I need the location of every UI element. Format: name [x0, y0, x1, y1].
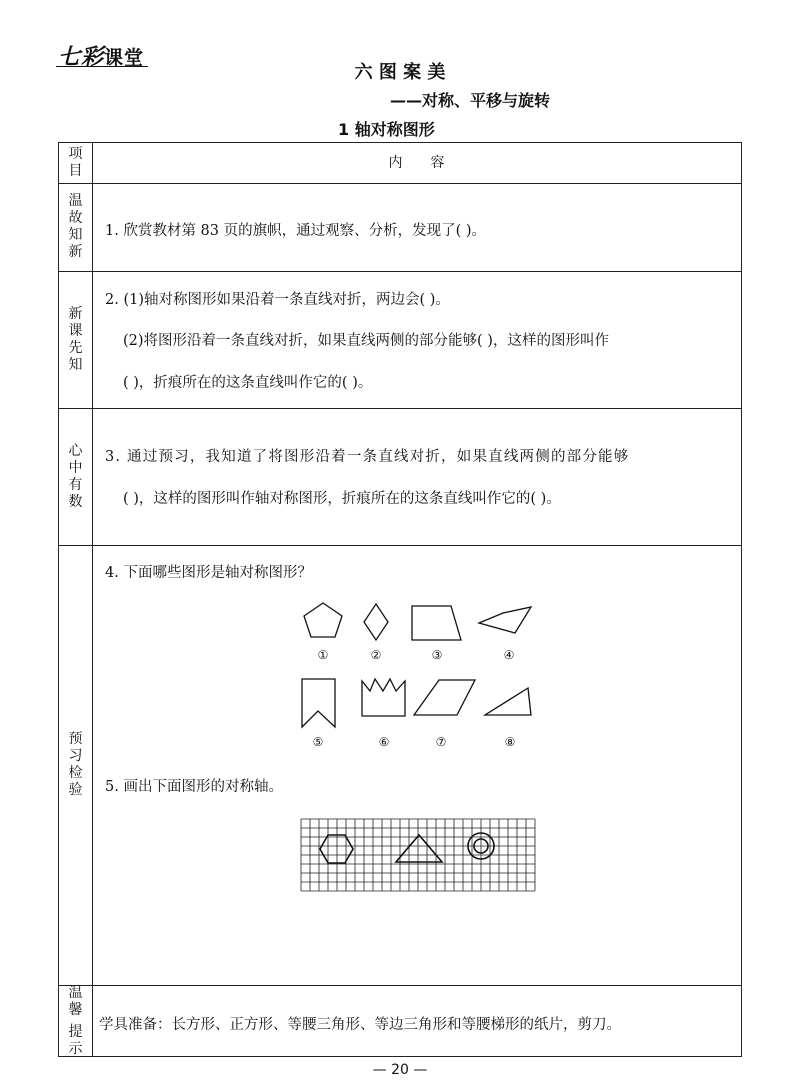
question-1: 1. 欣赏教材第 83 页的旗帜，通过观察、分析，发现了( )。: [105, 223, 487, 239]
kite-shape: [479, 607, 531, 633]
row-label-review: 温 故 知 新: [68, 193, 83, 260]
column-header-content: 内容: [388, 155, 473, 171]
question-5-grid: [300, 818, 536, 892]
tip-text: 学具准备：长方形、正方形、等腰三角形、等边三角形和等腰梯形的纸片，剪刀。: [99, 1017, 621, 1033]
question-4: 4. 下面哪些图形是轴对称图形？: [105, 565, 312, 581]
rhombus-shape: [364, 604, 388, 640]
crown-shape: [362, 679, 405, 716]
shape-number-7: ⑦: [435, 735, 447, 749]
parallelogram-shape: [414, 680, 475, 715]
row-label-mind: 心 中 有 数: [68, 442, 83, 510]
banner-shape: [302, 679, 335, 727]
trapezoid-shape: [412, 606, 461, 640]
worksheet-table: [58, 142, 742, 1057]
pentagon-shape: [304, 603, 342, 637]
shape-number-3: ③: [431, 648, 443, 662]
unit-subtitle: ——对称、平移与旋转: [390, 91, 551, 110]
row-label-new: 新 课 先 知: [68, 305, 83, 373]
row-label-tip: 温 馨 提 示: [68, 985, 83, 1057]
grid-lines: [301, 819, 535, 891]
shape-number-8: ⑧: [504, 735, 516, 749]
shape-number-5: ⑤: [312, 735, 324, 749]
shape-number-4: ④: [503, 648, 515, 662]
question-2-part-2: (2)将图形沿着一条直线对折，如果直线两侧的部分能够( )，这样的图形叫作: [123, 333, 609, 349]
column-header-item: 项 目: [68, 146, 83, 179]
shape-number-2: ②: [370, 648, 382, 662]
hexagon-shape: [320, 835, 353, 863]
row-label-check: 预 习 检 验: [68, 731, 83, 798]
lesson-title: 1 轴对称图形: [338, 120, 435, 139]
shape-number-1: ①: [317, 648, 329, 662]
question-2-part-1: 2. (1)轴对称图形如果沿着一条直线对折，两边会( )。: [105, 292, 450, 308]
question-3-part-1: 3. 通过预习，我知道了将图形沿着一条直线对折，如果直线两侧的部分能够: [105, 449, 630, 465]
shape-number-6: ⑥: [378, 735, 390, 749]
question-4-shapes: [59, 143, 743, 1058]
triangle-shape: [396, 835, 442, 862]
scalene-triangle-shape: [485, 688, 531, 715]
question-2-part-3: ( )，折痕所在的这条直线叫作它的( )。: [123, 375, 373, 391]
question-5: 5. 画出下面图形的对称轴。: [105, 779, 283, 795]
question-3-part-2: ( )，这样的图形叫作轴对称图形，折痕所在的这条直线叫作它的( )。: [123, 491, 561, 507]
row-divider: [59, 985, 741, 986]
page-number: — 20 —: [372, 1062, 428, 1078]
brand-suffix: 课堂: [104, 47, 145, 69]
brand-name: 七彩: [58, 45, 105, 70]
unit-title: 六 图 案 美: [354, 62, 446, 83]
